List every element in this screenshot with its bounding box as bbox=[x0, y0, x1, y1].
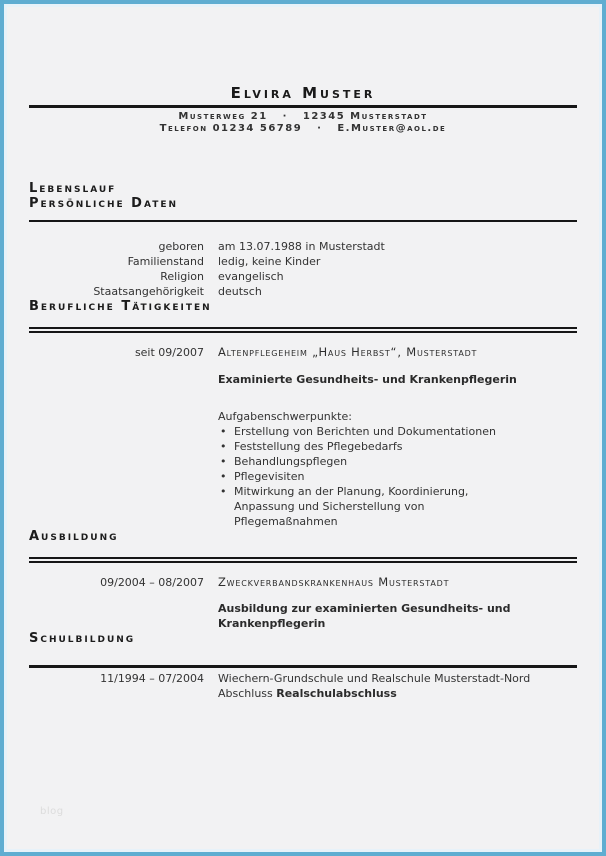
work-heading: Berufliche Tätigkeiten bbox=[29, 298, 212, 314]
table-row bbox=[29, 284, 577, 299]
task-item: • Mitwirkung an der Planung, Koordinierung, Anpassung und Sicherstellung von Pflegemaßnahmen bbox=[218, 484, 518, 529]
personal-data-heading: Persönliche Daten bbox=[29, 195, 179, 211]
section-work-experience bbox=[29, 299, 577, 529]
section-school bbox=[29, 631, 577, 701]
job-title: Examinierte Gesundheits- und Krankenpflegerin bbox=[218, 372, 517, 386]
education-entry bbox=[29, 575, 577, 631]
task-item: • Erstellung von Berichten und Dokumentationen bbox=[218, 424, 518, 439]
entry-body bbox=[218, 671, 571, 701]
table-row bbox=[29, 269, 577, 284]
task-item: • Behandlungspflegen bbox=[218, 454, 518, 469]
result-prefix: Abschluss bbox=[218, 686, 273, 700]
row-value: evangelisch bbox=[218, 269, 284, 283]
work-rule bbox=[29, 327, 577, 333]
task-item: • Feststellung des Pflegebedarfs bbox=[218, 439, 518, 454]
table-row bbox=[29, 254, 577, 269]
section-personal-data bbox=[29, 196, 577, 299]
column-gap bbox=[204, 671, 218, 701]
institution-name: Zweckverbandskrankenhaus Musterstadt bbox=[218, 574, 450, 589]
entry-date: 09/2004 – 08/2007 bbox=[100, 575, 204, 589]
education-rule bbox=[29, 557, 577, 563]
contact-header bbox=[29, 85, 577, 135]
school-result bbox=[218, 686, 571, 701]
row-value: am 13.07.1988 in Musterstadt bbox=[218, 239, 385, 253]
header-rule bbox=[29, 105, 577, 108]
personal-data-table bbox=[29, 239, 577, 299]
row-label: Religion bbox=[160, 269, 204, 283]
document-title: Lebenslauf bbox=[29, 180, 117, 196]
school-heading: Schulbildung bbox=[29, 630, 136, 646]
task-list bbox=[218, 424, 518, 529]
task-item: • Pflegevisiten bbox=[218, 469, 518, 484]
school-entry bbox=[29, 671, 577, 701]
address-line: Musterweg 21 · 12345 Musterstadt bbox=[178, 110, 428, 122]
degree-title: Ausbildung zur examinierten Gesundheits- und Krankenpflegerin bbox=[218, 601, 511, 630]
entry-body bbox=[218, 575, 571, 631]
entry-date: 11/1994 – 07/2004 bbox=[100, 671, 204, 685]
school-rule bbox=[29, 665, 577, 668]
tasks-label: Aufgabenschwerpunkte: bbox=[218, 409, 352, 423]
watermark-text: blog bbox=[40, 806, 64, 817]
work-entry bbox=[29, 345, 577, 529]
result-degree: Realschulabschluss bbox=[276, 686, 397, 700]
personal-data-rule bbox=[29, 220, 577, 222]
column-gap bbox=[204, 269, 218, 284]
column-gap bbox=[204, 284, 218, 299]
row-label: Familienstand bbox=[127, 254, 204, 268]
row-value: deutsch bbox=[218, 284, 262, 298]
education-heading: Ausbildung bbox=[29, 528, 119, 544]
table-row bbox=[29, 239, 577, 254]
entry-date: seit 09/2007 bbox=[134, 345, 204, 359]
column-gap bbox=[204, 254, 218, 269]
entry-body bbox=[218, 345, 571, 529]
person-name: Elvira Muster bbox=[230, 84, 376, 102]
section-education bbox=[29, 529, 577, 631]
school-name: Wiechern-Grundschule und Realschule Musterstadt-Nord bbox=[218, 671, 531, 685]
row-value: ledig, keine Kinder bbox=[218, 254, 321, 268]
row-label: geboren bbox=[158, 239, 204, 253]
column-gap bbox=[204, 239, 218, 254]
row-label: Staatsangehörigkeit bbox=[93, 284, 204, 298]
employer-name: Altenpflegeheim „Haus Herbst“, Musterstadt bbox=[218, 344, 478, 359]
column-gap bbox=[204, 345, 218, 529]
column-gap bbox=[204, 575, 218, 631]
contact-line: Telefon 01234 56789 · E.Muster@aol.de bbox=[159, 122, 447, 134]
